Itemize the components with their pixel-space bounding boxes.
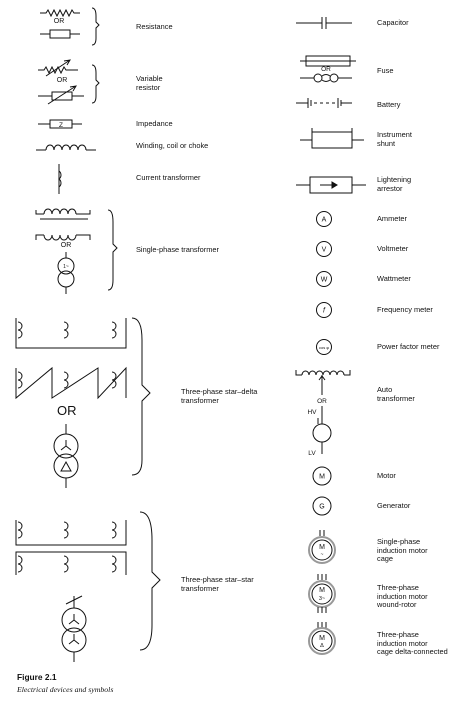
label-auto-transformer: Auto transformer	[377, 385, 415, 403]
m-text: M	[319, 587, 325, 594]
label-star-delta: Three-phase star–delta transformer	[181, 387, 258, 405]
three-phase-delta-motor-symbol	[309, 622, 335, 654]
winding-label: 1~	[63, 264, 69, 270]
power-factor-meter-symbol	[317, 340, 332, 355]
label-capacitor: Capacitor	[377, 18, 409, 27]
label-resistance: Resistance	[136, 22, 173, 31]
voltmeter-text: V	[321, 246, 327, 254]
motor-symbol	[313, 467, 331, 485]
label-instrument-shunt: Instrument shunt	[377, 130, 412, 148]
fuse-symbol	[300, 56, 356, 82]
power-factor-meter-text: cos φ	[319, 345, 329, 350]
auto-transformer-symbol	[296, 370, 350, 457]
frequency-meter-symbol	[317, 303, 332, 318]
label-motor: Motor	[377, 471, 396, 480]
or-text: OR	[56, 77, 68, 84]
resistance-symbol	[40, 8, 99, 45]
motor-text: M	[319, 473, 325, 481]
ammeter-text: A	[321, 216, 327, 224]
label-current-transformer: Current transformer	[136, 173, 201, 182]
label-lightening-arrestor: Lightening arrestor	[377, 175, 412, 193]
lv-text: LV	[308, 450, 316, 457]
label-single-phase-transformer: Single-phase transformer	[136, 245, 219, 254]
ammeter-symbol	[317, 212, 332, 227]
wattmeter-text: W	[320, 276, 328, 284]
label-frequency-meter: Frequency meter	[377, 305, 433, 314]
wattmeter-symbol	[317, 272, 332, 287]
or-text: OR	[317, 398, 327, 405]
star-star-transformer-symbol	[16, 512, 160, 662]
battery-symbol	[296, 98, 352, 108]
delta-text: Δ	[320, 643, 324, 649]
label-single-phase-induction-motor: Single-phase induction motor cage	[377, 537, 428, 564]
or-text: OR	[321, 66, 331, 73]
z-text: Z	[59, 122, 63, 129]
instrument-shunt-symbol	[300, 128, 364, 148]
or-text: OR	[60, 242, 72, 249]
single-phase-induction-motor-symbol	[309, 530, 335, 563]
star-delta-transformer-symbol	[16, 318, 150, 488]
label-fuse: Fuse	[377, 66, 394, 75]
figure-subtitle: Electrical devices and symbols	[17, 685, 114, 694]
label-three-phase-delta: Three-phase induction motor cage delta-connected	[377, 630, 448, 657]
three-phase-wound-rotor-symbol	[309, 574, 335, 613]
label-three-phase-wound-rotor: Three-phase induction motor wound-rotor	[377, 583, 428, 610]
voltmeter-symbol	[317, 242, 332, 257]
label-ammeter: Ammeter	[377, 214, 407, 223]
label-winding: Winding, coil or choke	[136, 141, 209, 150]
label-impedance: Impedance	[136, 119, 173, 128]
lightening-arrestor-symbol	[296, 177, 366, 193]
label-voltmeter: Voltmeter	[377, 244, 409, 253]
or-text: OR	[53, 18, 65, 25]
label-generator: Generator	[377, 501, 411, 510]
variable-resistor-symbol	[38, 60, 99, 104]
winding-symbol	[36, 145, 96, 150]
label-battery: Battery	[377, 100, 401, 109]
m-text: M	[319, 544, 325, 551]
current-transformer-symbol	[59, 164, 61, 194]
capacitor-symbol	[296, 17, 352, 29]
label-wattmeter: Wattmeter	[377, 274, 411, 283]
m-text: M	[319, 635, 325, 642]
hv-text: HV	[307, 409, 317, 416]
impedance-symbol	[38, 120, 82, 129]
three-tilde-text: 3~	[318, 596, 326, 602]
generator-text: G	[319, 503, 325, 511]
figure-title: Figure 2.1	[17, 672, 57, 682]
generator-symbol	[313, 497, 331, 515]
label-variable-resistor: Variable resistor	[136, 74, 163, 92]
frequency-meter-text: f	[323, 307, 325, 315]
single-phase-transformer-symbol	[36, 209, 117, 294]
label-star-star: Three-phase star–star transformer	[181, 575, 254, 593]
or-label-large: OR	[57, 403, 77, 418]
tilde-text: ~	[320, 552, 324, 558]
label-power-factor-meter: Power factor meter	[377, 342, 440, 351]
